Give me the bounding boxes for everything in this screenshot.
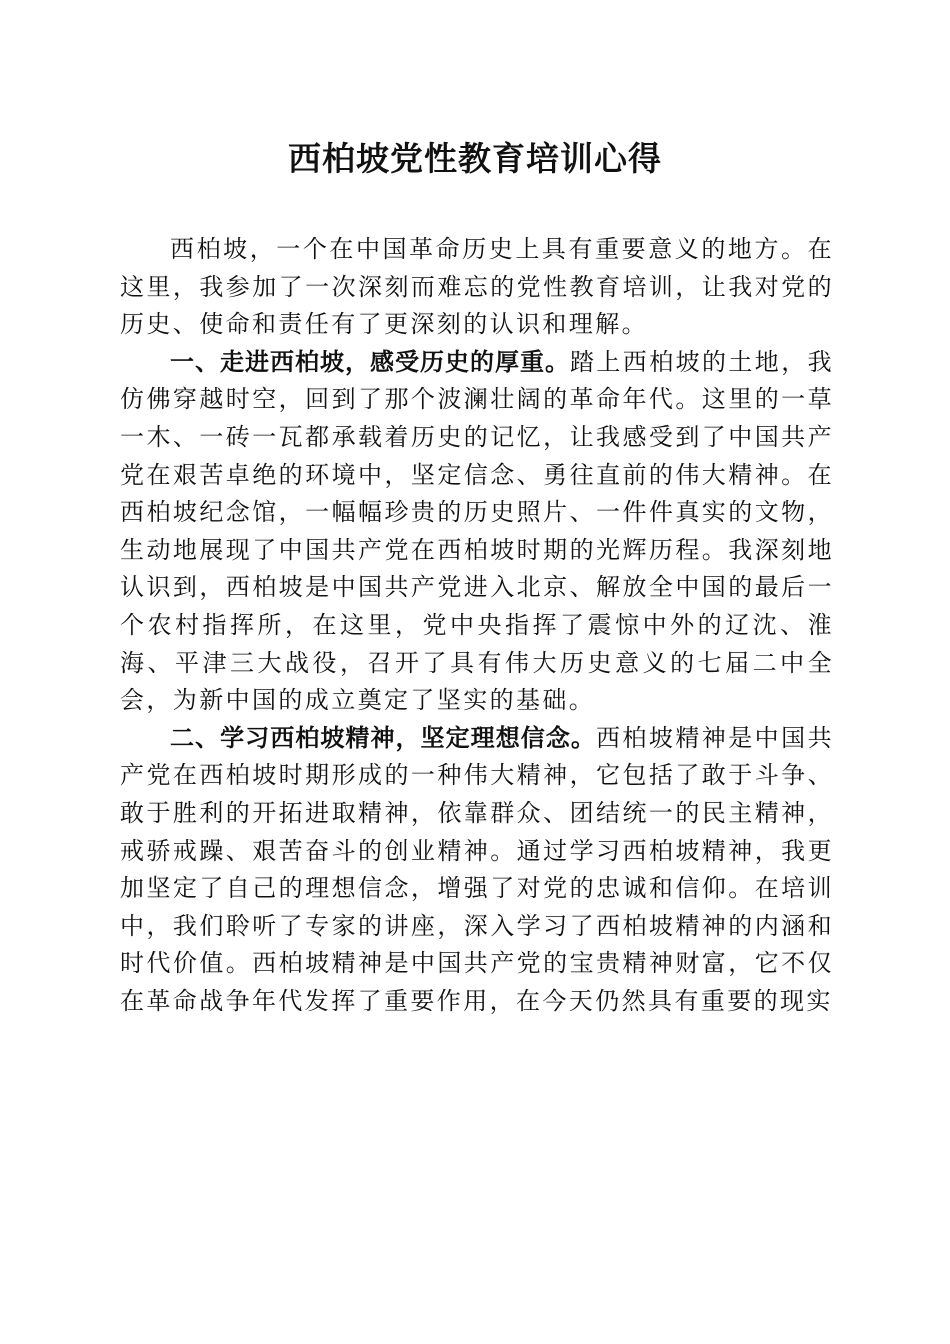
document-body — [120, 231, 834, 1020]
section-2-paragraph — [120, 720, 834, 1021]
document-title: 西柏坡党性教育培训心得 — [288, 139, 662, 178]
section-1-heading: 一、走进西柏坡，感受历史的厚重。 — [170, 347, 570, 376]
section-1-text: 踏上西柏坡的土地，我仿佛穿越时空，回到了那个波澜壮阔的革命年代。这里的一草一木、一砖一瓦都承载着历史的记忆，让我感受到了中国共产党在艰苦卓绝的环境中，坚定信念、勇往直前的伟大精神。在西柏坡纪念馆，一幅幅珍贵的历史照片、一件件真实的文物，生动地展现了中国共产党在西柏坡时期的光辉历程。我深刻地认识到，西柏坡是中国共产党进入北京、解放全中国的最后一个农村指挥所，在这里，党中央指挥了震惊中外的辽沈、淮海、平津三大战役，召开了具有伟大历史意义的七届二中全会，为新中国的成立奠定了坚实的基础。 — [120, 347, 834, 715]
section-1-paragraph — [120, 344, 834, 720]
section-2-text: 西柏坡精神是中国共产党在西柏坡时期形成的一种伟大精神，它包括了敢于斗争、敢于胜利的开拓进取精神，依靠群众、团结统一的民主精神，戒骄戒躁、艰苦奋斗的创业精神。通过学习西柏坡精神，我更加坚定了自己的理想信念，增强了对党的忠诚和信仰。在培训中，我们聆听了专家的讲座，深入学习了西柏坡精神的内涵和时代价值。西柏坡精神是中国共产党的宝贵精神财富，它不仅在革命战争年代发挥了重要作用，在今天仍然具有重要的现实 — [120, 723, 834, 1015]
section-2-heading: 二、学习西柏坡精神，坚定理想信念。 — [170, 723, 596, 752]
intro-paragraph: 西柏坡，一个在中国革命历史上具有重要意义的地方。在这里，我参加了一次深刻而难忘的党性教育培训，让我对党的历史、使命和责任有了更深刻的认识和理解。 — [120, 235, 834, 339]
